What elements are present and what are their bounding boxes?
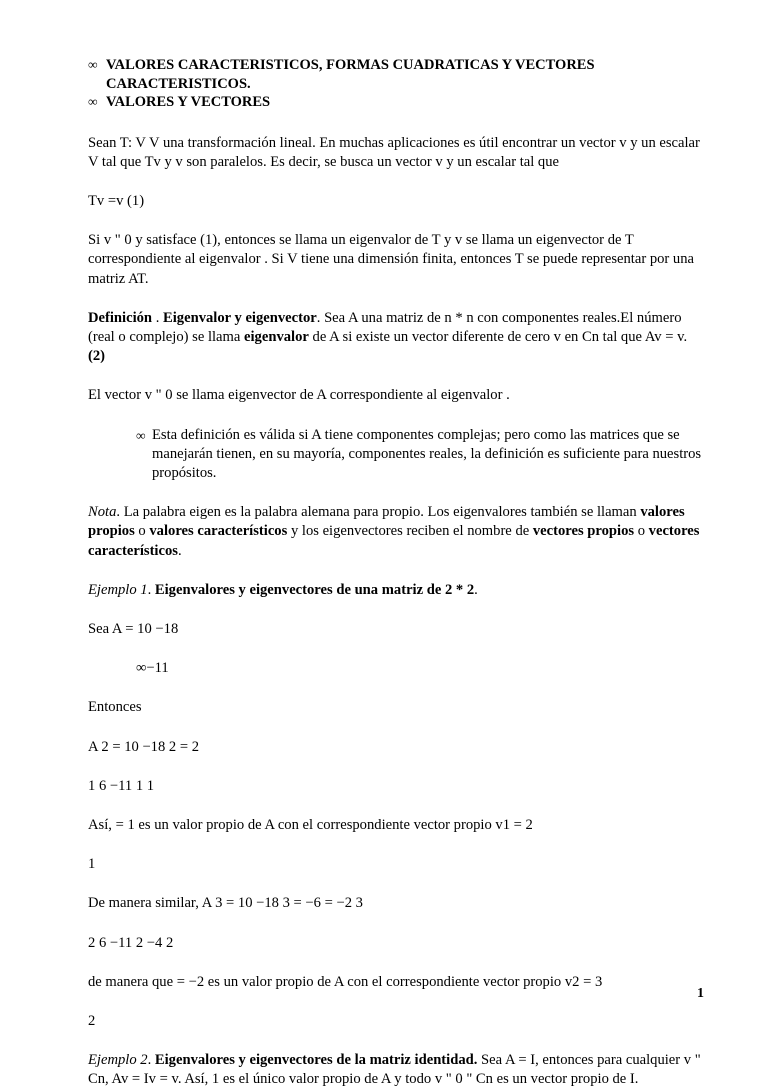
nota-bold-valores-caracteristicos: valores característicos [149, 523, 288, 540]
definicion-sep: . [152, 309, 164, 326]
spacer [88, 639, 704, 659]
ejemplo-2-sep: . [147, 1052, 155, 1069]
definicion-text-a: . Sea A una matriz de n * n con componentes reales.El número (real o complejo) se llama [88, 309, 682, 345]
spacer [88, 406, 704, 426]
spacer [88, 953, 704, 973]
heading-item-2 [88, 93, 704, 112]
document-body [88, 56, 704, 1090]
infinity-bullet-icon: ∞ [136, 427, 146, 443]
ejemplo-1-sep: . [147, 581, 155, 598]
ejemplo-2-title: Eigenvalores y eigenvectores de la matriz identidad. [154, 1052, 478, 1069]
ejemplo-2-label: Ejemplo 2 [88, 1052, 148, 1069]
paragraph-de-manera-que: de manera que = −2 es un valor propio de A con el correspondiente vector propio v2 = 3 [88, 973, 603, 990]
nota-bold-vectores-propios: vectores propios [532, 523, 635, 540]
paragraph-definicion [88, 309, 704, 367]
heading-1-text: VALORES CARACTERISTICOS, FORMAS CUADRATICAS Y VECTORES CARACTERISTICOS. [106, 57, 595, 92]
ejemplo-2-text: Sea A = I, entonces para cualquier v " Cn, Av = Iv = v. Así, 1 es el único valor propio de A y todo v " 0 " Cn es un vector propio de I. [88, 1052, 701, 1088]
nota-text-b: o [134, 523, 150, 540]
nota-label: Nota [88, 504, 117, 521]
math-sea-a: Sea A = 10 −18 [88, 620, 179, 637]
nota-text-a: . La palabra eigen es la palabra alemana para propio. Los eigenvalores también se llaman [116, 504, 641, 521]
paragraph-ejemplo-1 [88, 581, 704, 600]
definicion-label: Definición [88, 309, 153, 326]
spacer [88, 561, 704, 581]
page-number: 1 [697, 986, 704, 1001]
ejemplo-1-trail: . [474, 581, 478, 598]
note-infinity-text: Esta definición es válida si A tiene componentes complejas; pero como las matrices que se manejarán tienen, en su mayoría, componentes reales, la definición es suficiente para nuestros propósitos. [152, 426, 702, 481]
math-line-26: 2 6 −11 2 −4 2 [88, 934, 174, 951]
ejemplo-1-label: Ejemplo 1 [88, 581, 148, 598]
math-line-a2: A 2 = 10 −18 2 = 2 [88, 738, 200, 755]
definicion-bold-eigenvalor: eigenvalor [244, 328, 309, 345]
math-line-16: 1 6 −11 1 1 [88, 777, 155, 794]
paragraph-asi: Así, = 1 es un valor propio de A con el correspondiente vector propio v1 = 2 [88, 816, 533, 833]
ejemplo-1-title: Eigenvalores y eigenvectores de una matriz de 2 * 2 [154, 581, 475, 598]
spacer [88, 914, 704, 934]
paragraph-ejemplo-2 [88, 1051, 704, 1089]
note-infinity-block [136, 426, 704, 484]
spacer [88, 757, 704, 777]
nota-text-e: . [177, 542, 182, 559]
definicion-title: Eigenvalor y eigenvector [163, 309, 317, 326]
equation-1: Tv =v (1) [88, 192, 145, 209]
spacer [88, 835, 704, 855]
paragraph-si-satisface: Si v " 0 y satisface (1), entonces se llama un eigenvalor de T y v se llama un eigenvector de T correspondiente al eigenvalor . Si V tiene una dimensión finita, entonces T se puede representar por una matriz AT. [88, 232, 694, 287]
nota-text-d: o [634, 523, 649, 540]
definicion-text-b: de A si existe un vector diferente de cero v en Cn tal que Av = v. [308, 328, 688, 345]
heading-2-text: VALORES Y VECTORES [106, 94, 271, 110]
spacer [88, 678, 704, 698]
spacer [88, 796, 704, 816]
infinity-bullet-icon: ∞ [88, 94, 98, 109]
nota-bold-vectores-caracteristicos: vectores característicos [88, 523, 700, 559]
heading-item-1 [88, 56, 704, 93]
spacer [88, 600, 704, 620]
spacer [88, 718, 704, 738]
infinity-bullet-icon: ∞ [88, 57, 98, 72]
paragraph-de-manera-similar: De manera similar, A 3 = 10 −18 3 = −6 = −2 3 [88, 895, 363, 912]
spacer [88, 112, 704, 134]
spacer [88, 1031, 704, 1051]
paragraph-el-vector: El vector v " 0 se llama eigenvector de A correspondiente al eigenvalor . [88, 387, 510, 404]
nota-bold-valores-propios: valores propios [88, 504, 685, 540]
nota-text-c: y los eigenvectores reciben el nombre de [287, 523, 533, 540]
spacer [88, 483, 704, 503]
paragraph-intro: Sean T: V V una transformación lineal. En muchas aplicaciones es útil encontrar un vector v y un escalar V tal que Tv y v son paralelos. Es decir, se busca un vector v y un escalar tal que [88, 134, 700, 170]
spacer [88, 289, 704, 309]
spacer [88, 366, 704, 386]
spacer [88, 211, 704, 231]
paragraph-nota [88, 503, 704, 561]
math-entonces: Entonces [88, 699, 142, 716]
math-standalone-two: 2 [88, 1012, 96, 1029]
math-matrix-row-2: ∞−11 [136, 660, 169, 677]
math-standalone-one: 1 [88, 856, 96, 873]
spacer [88, 172, 704, 192]
definicion-eq-tag: (2) [88, 348, 106, 365]
spacer [88, 874, 704, 894]
document-headings [88, 56, 704, 112]
